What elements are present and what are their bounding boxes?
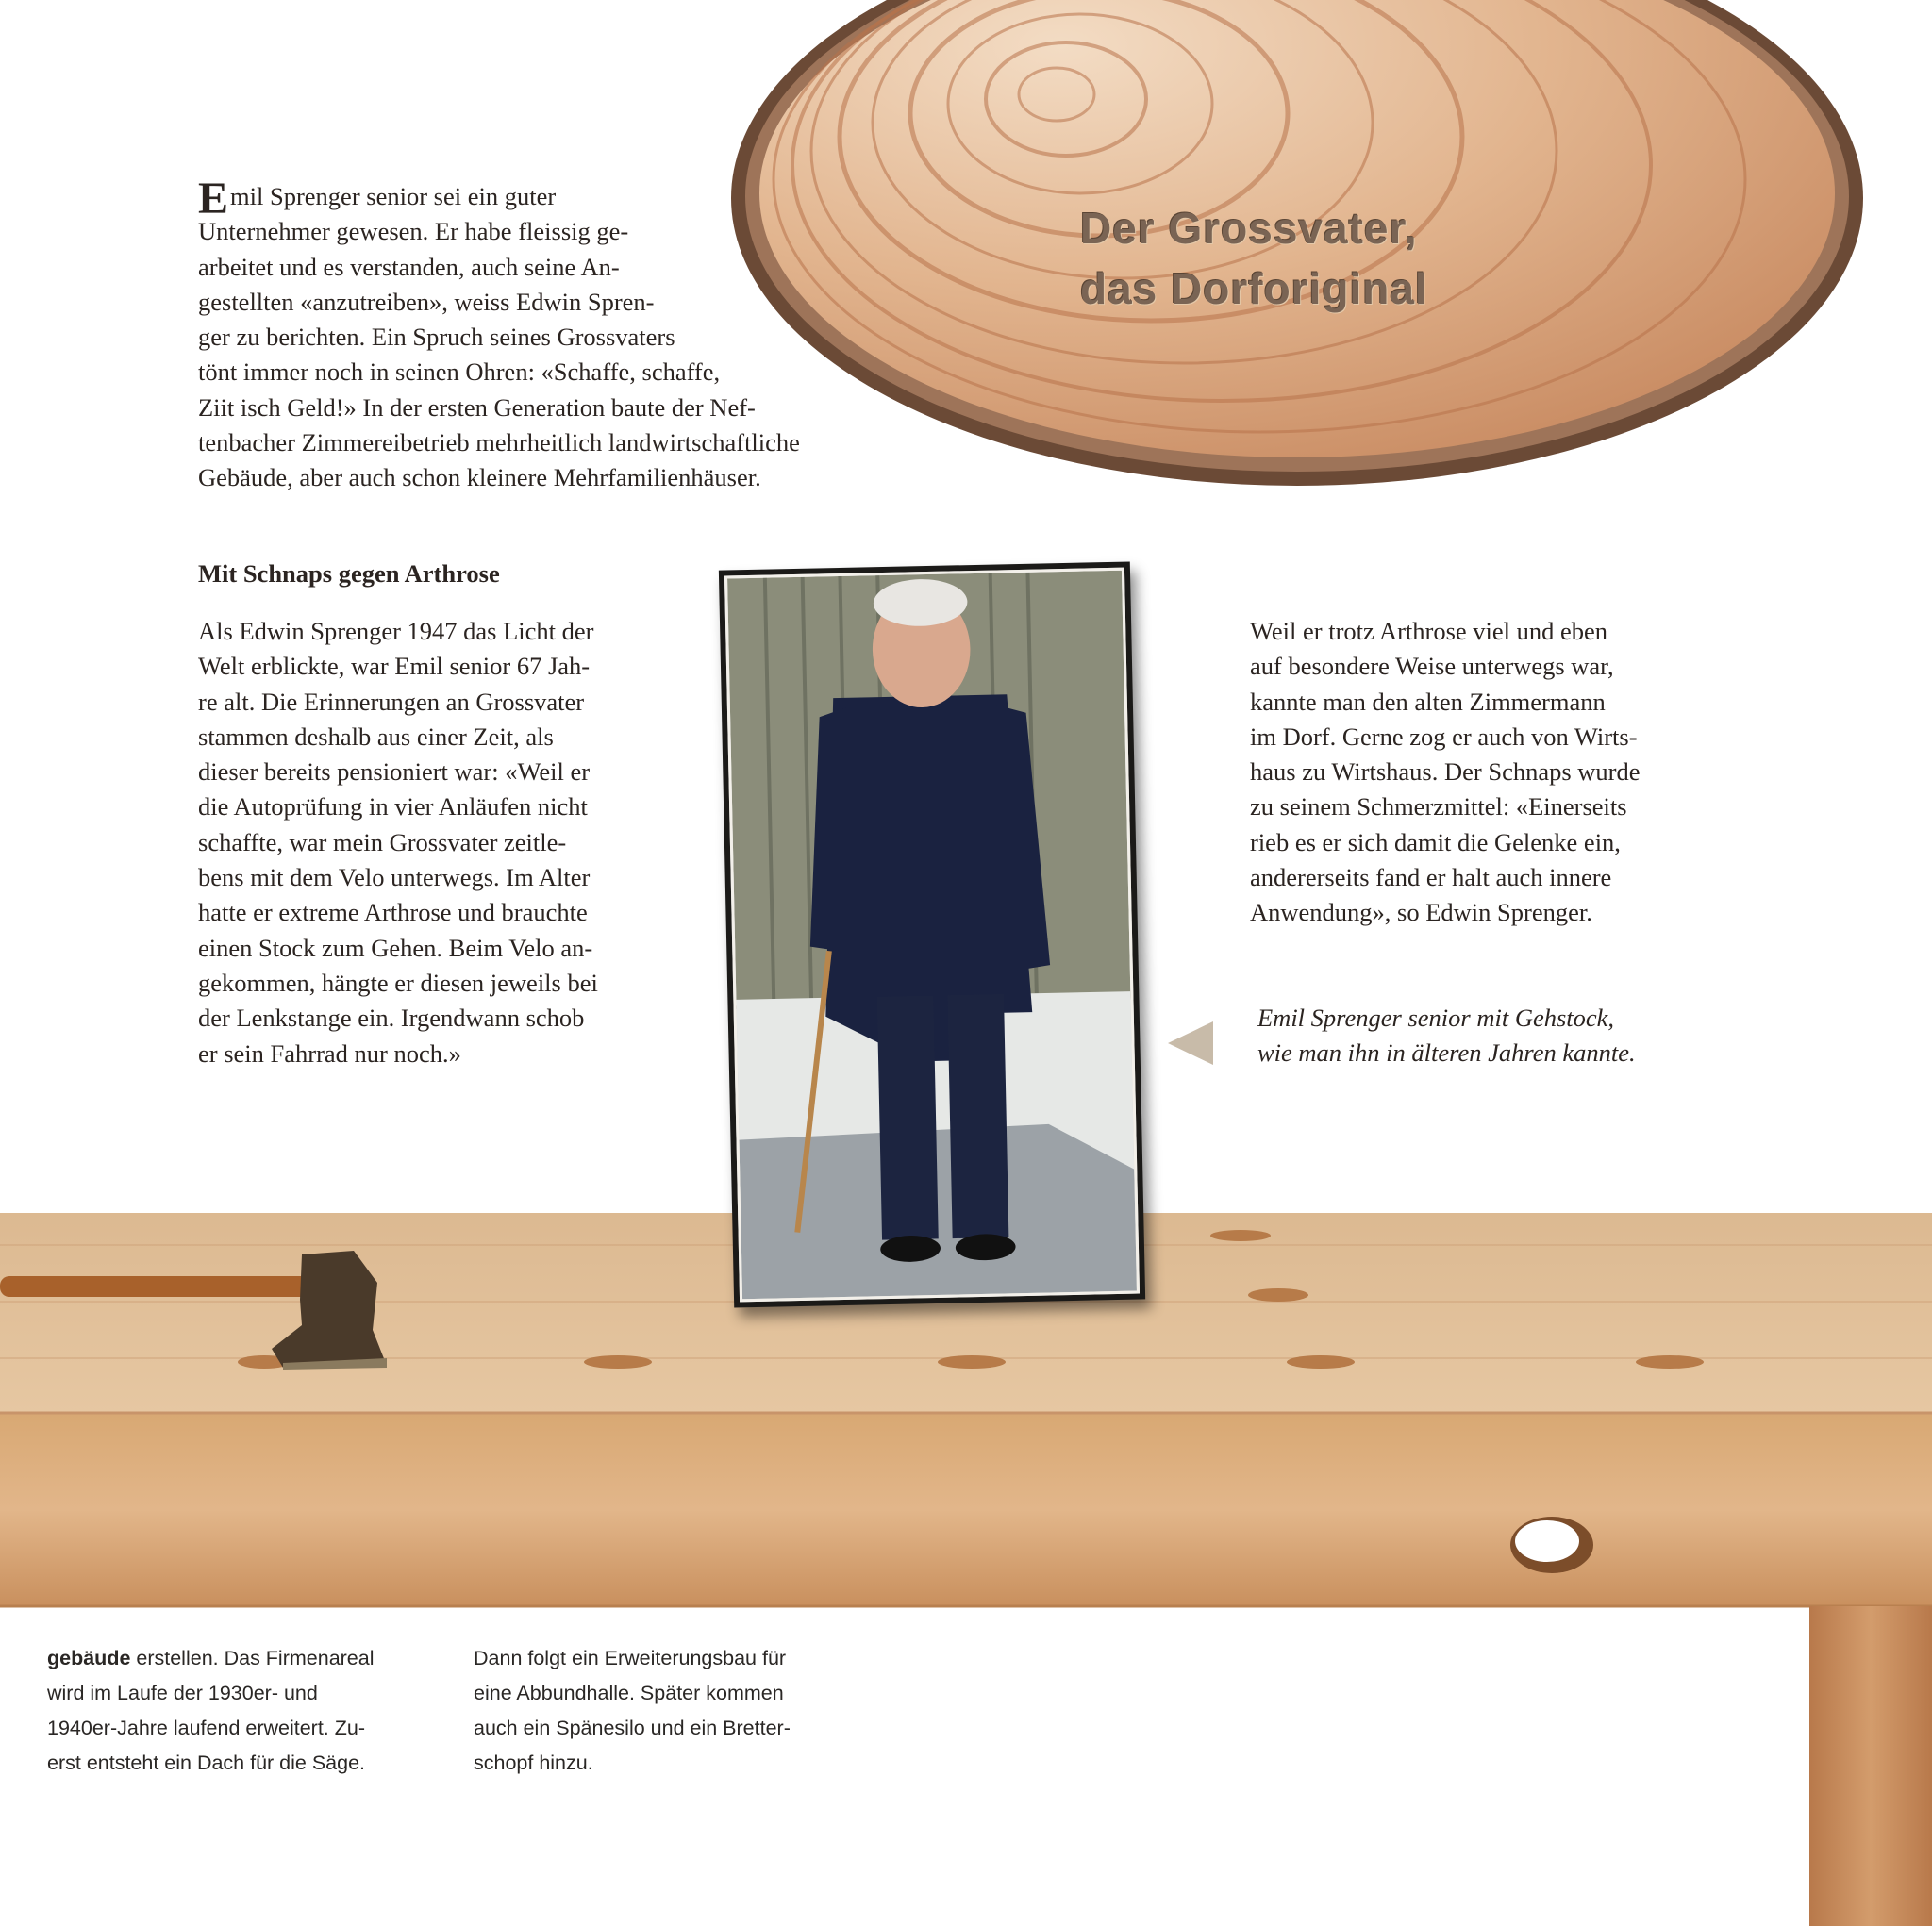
text-line: bens mit dem Velo unterwegs. Im Alter xyxy=(198,863,591,892)
text-line: gekommen, hängte er diesen jeweils bei xyxy=(198,968,598,997)
title-line-2: das Dorforiginal xyxy=(1080,264,1428,313)
text-line: die Autoprüfung in vier Anläufen nicht xyxy=(198,792,588,822)
intro-line: tenbacher Zimmereibetrieb mehrheitlich landwirtschaftliche xyxy=(198,428,800,457)
text-line: 1940er-Jahre laufend erweitert. Zu- xyxy=(47,1717,366,1739)
intro-line: Unternehmer gewesen. Er habe fleissig ge- xyxy=(198,217,629,246)
text-line: zu seinem Schmerzmittel: «Einerseits xyxy=(1250,792,1627,822)
text-line: er sein Fahrrad nur noch.» xyxy=(198,1038,461,1068)
intro-line: Gebäude, aber auch schon kleinere Mehrfamilienhäuser. xyxy=(198,463,761,492)
text-line: andererseits fand er halt auch innere xyxy=(1250,863,1612,892)
intro-paragraph xyxy=(198,174,877,496)
title-line-1: Der Grossvater, xyxy=(1080,204,1418,253)
text-line: dieser bereits pensioniert war: «Weil er xyxy=(198,757,591,787)
left-column-paragraph xyxy=(198,614,632,1071)
text-line: Weil er trotz Arthrose viel und eben xyxy=(1250,617,1608,645)
text-line: schaffte, war mein Grossvater zeitle- xyxy=(198,827,567,856)
text-line: Als Edwin Sprenger 1947 das Licht der xyxy=(198,617,594,645)
text-line: hatte er extreme Arthrose und brauchte xyxy=(198,898,588,927)
photo-caption xyxy=(1257,1001,1710,1071)
text-line: auch ein Spänesilo und ein Bretter- xyxy=(474,1717,791,1739)
caption-line: Emil Sprenger senior mit Gehstock, xyxy=(1257,1004,1615,1032)
text-line: stammen deshalb aus einer Zeit, als xyxy=(198,722,554,751)
text-line: schopf hinzu. xyxy=(474,1752,593,1774)
section-heading: Mit Schnaps gegen Arthrose xyxy=(198,559,500,588)
bold-word: gebäude xyxy=(47,1647,131,1669)
text-line xyxy=(47,1641,425,1676)
text-line: einen Stock zum Gehen. Beim Velo an- xyxy=(198,933,593,962)
caption-line: wie man ihn in älteren Jahren kannte. xyxy=(1257,1038,1636,1068)
text-line: erst entsteht ein Dach für die Säge. xyxy=(47,1752,366,1774)
right-column-paragraph xyxy=(1250,614,1693,931)
bottom-right-text xyxy=(474,1641,851,1781)
text-line: rieb es er sich damit die Gelenke ein, xyxy=(1250,827,1621,856)
text-line: kannte man den alten Zimmermann xyxy=(1250,687,1606,716)
text-line: Welt erblickte, war Emil senior 67 Jah- xyxy=(198,652,591,681)
text-line: eine Abbundhalle. Später kommen xyxy=(474,1682,784,1704)
intro-line: arbeitet und es verstanden, auch seine An- xyxy=(198,252,620,281)
drop-cap: E xyxy=(198,174,229,224)
man-with-cane-image xyxy=(727,571,1137,1300)
text-line: auf besondere Weise unterwegs war, xyxy=(1250,652,1614,681)
text-line: der Lenkstange ein. Irgendwann schob xyxy=(198,1004,585,1033)
text-line: Anwendung», so Edwin Sprenger. xyxy=(1250,898,1592,927)
workbench-image xyxy=(0,1207,1932,1926)
intro-line: gestellten «anzutreiben», weiss Edwin Spren- xyxy=(198,287,655,316)
text-line: re alt. Die Erinnerungen an Grossvater xyxy=(198,687,585,716)
intro-line: mil Sprenger senior sei ein guter xyxy=(230,182,557,210)
text-line: haus zu Wirtshaus. Der Schnaps wurde xyxy=(1250,757,1641,787)
page-title xyxy=(1080,198,1428,319)
text-line: wird im Laufe der 1930er- und xyxy=(47,1682,318,1704)
triangle-left-icon xyxy=(1168,1021,1213,1065)
intro-line: Ziit isch Geld!» In der ersten Generation baute der Nef- xyxy=(198,392,756,422)
bottom-left-text xyxy=(47,1641,425,1781)
intro-line: tönt immer noch in seinen Ohren: «Schaffe, schaffe, xyxy=(198,357,721,387)
text-fragment: erstellen. Das Firmenareal xyxy=(130,1647,375,1669)
intro-line: ger zu berichten. Ein Spruch seines Grossvaters xyxy=(198,323,675,352)
text-line: Dann folgt ein Erweiterungsbau für xyxy=(474,1647,787,1669)
portrait-photo xyxy=(719,562,1145,1308)
text-line: im Dorf. Gerne zog er auch von Wirts- xyxy=(1250,722,1638,751)
